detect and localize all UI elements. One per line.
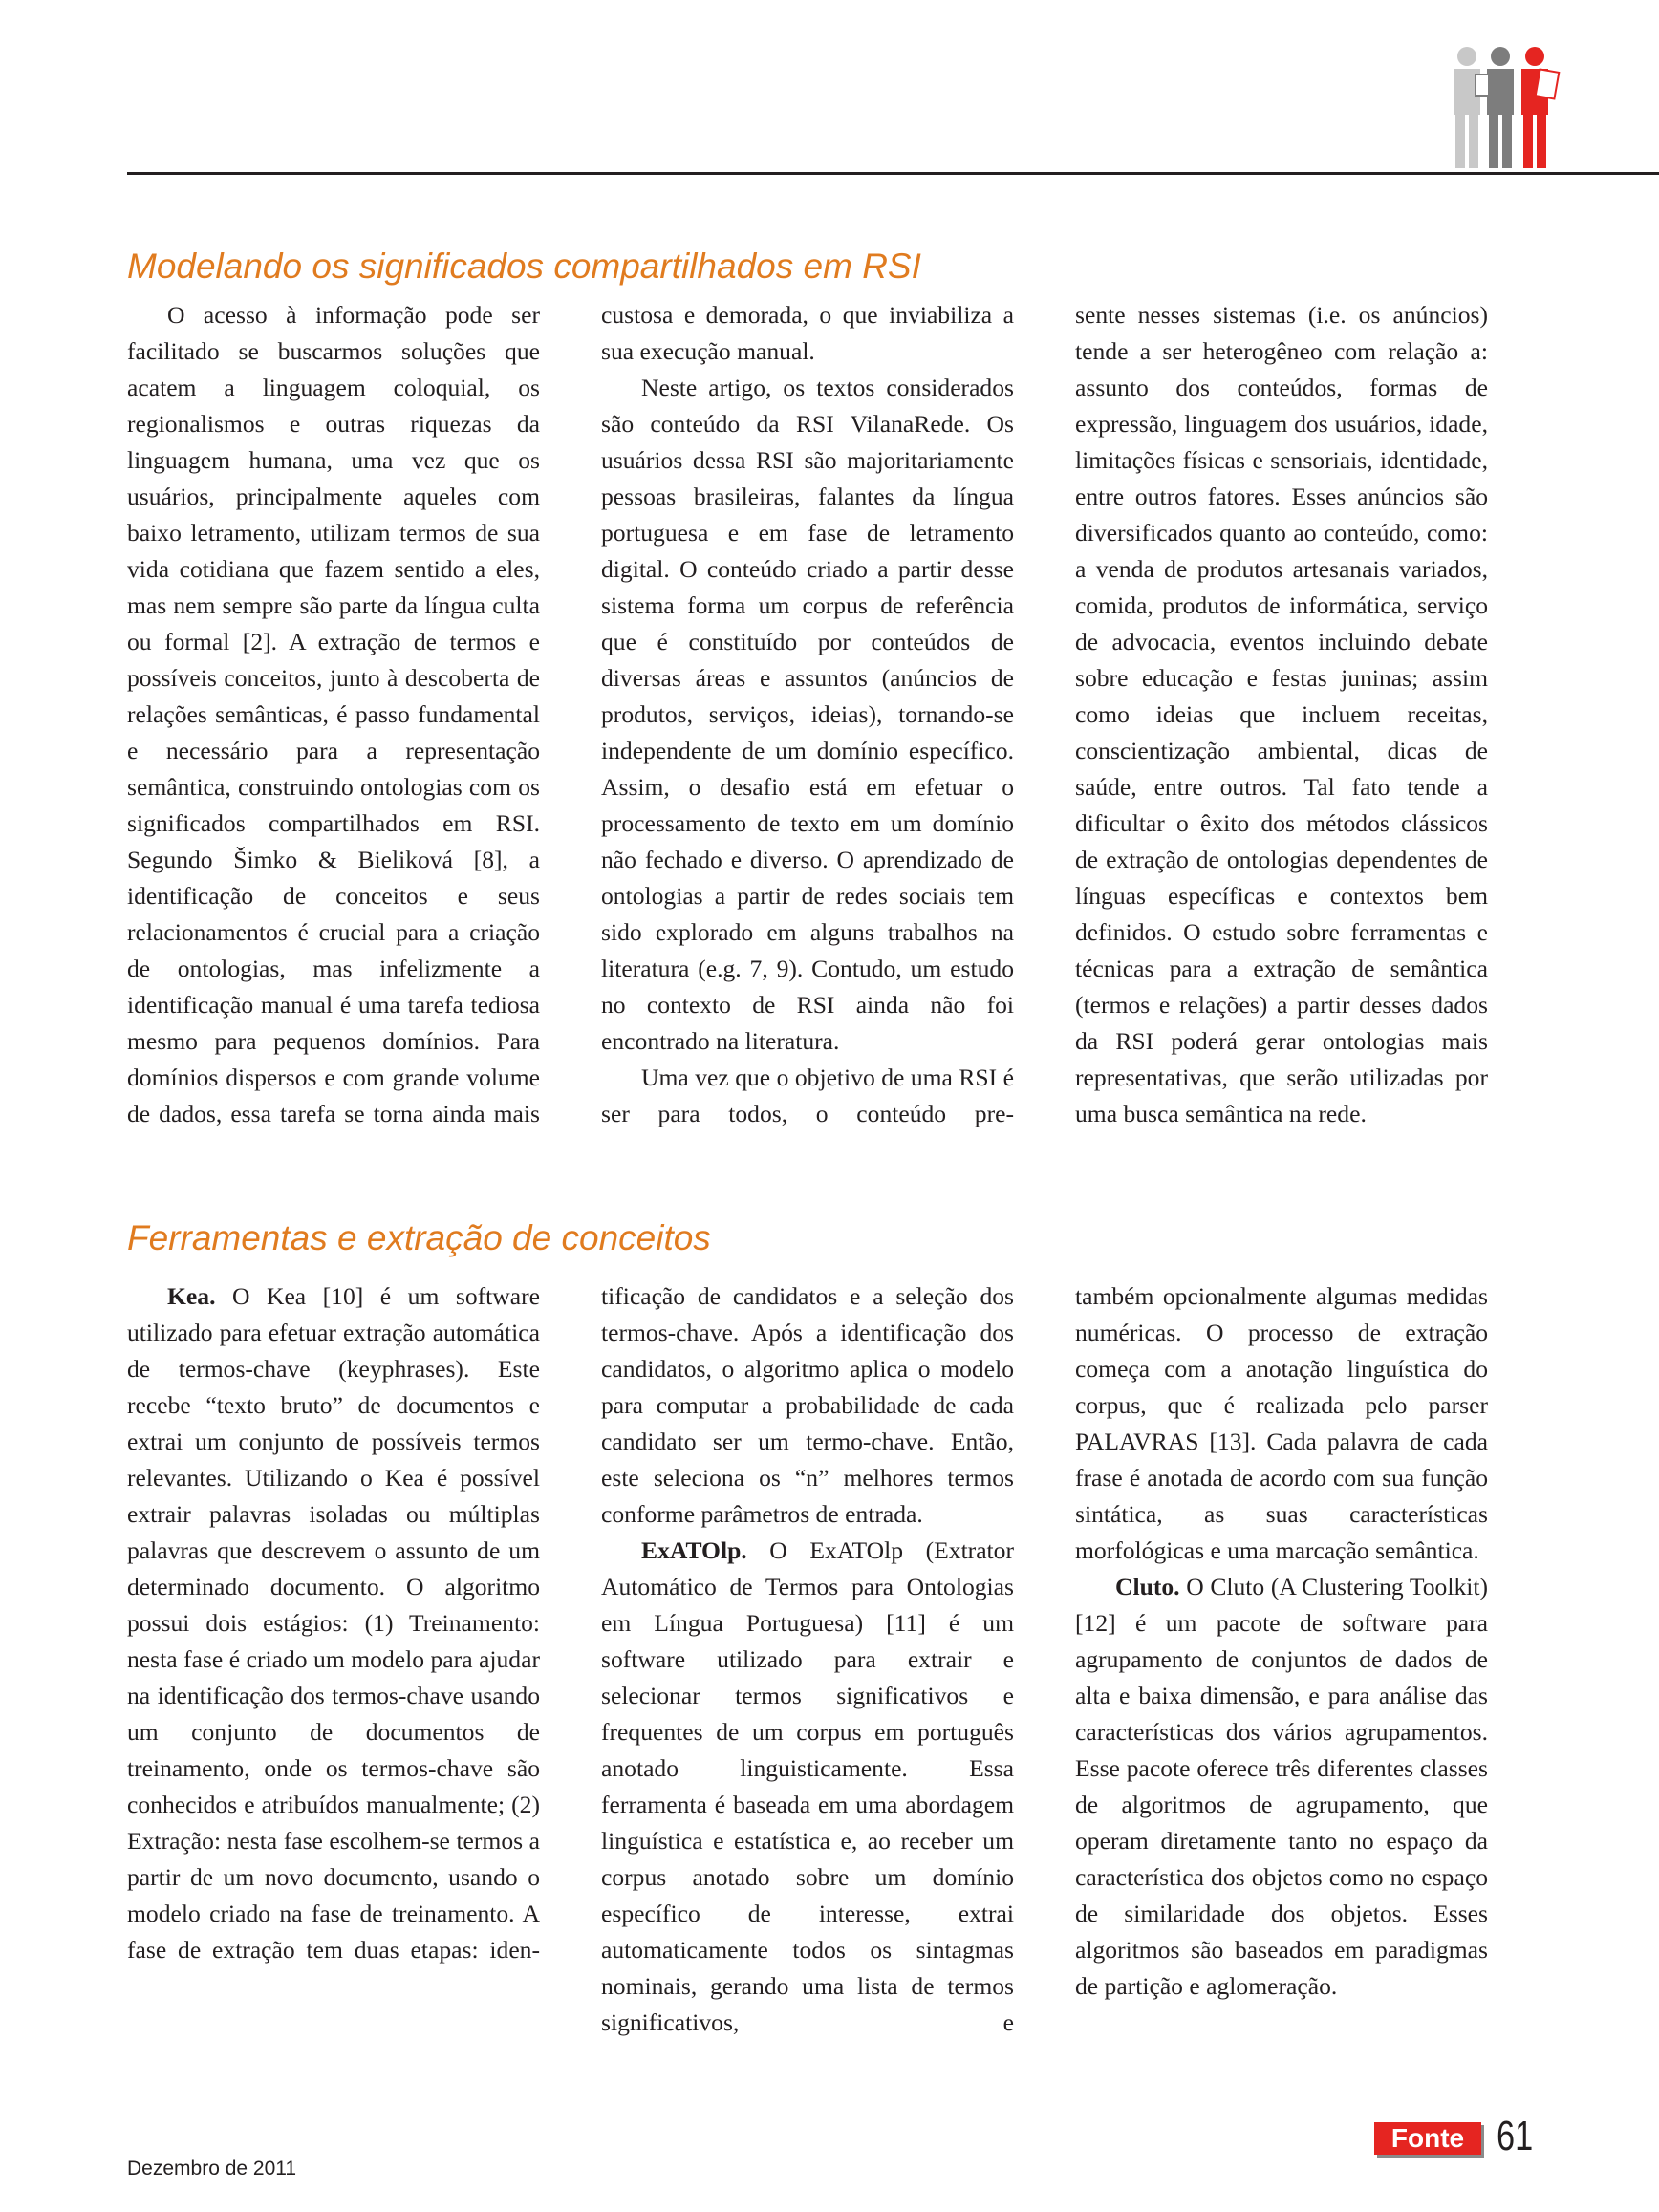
paragraph: Uma vez que o objetivo de uma RSI é ser para todos, o conteúdo pre- <box>601 1063 1014 1127</box>
column-3 <box>1075 297 1488 1132</box>
paragraph: ExATOlp. O ExATOlp (Extrator Automático de Termos para Ontologias em Língua Portuguesa) [11] é um software utilizado para extrair e selecionar termos significativos e frequentes de um corpus em português anotado linguisticamente. Essa ferramenta é baseada em uma abordagem linguística e estatística e, ao receber um corpus anotado sobre um domínio específico de interesse, extrai automaticamente todos os sintagmas nominais, gerando uma lista de termos significativos, e <box>601 1536 1014 2036</box>
three-people-icon <box>1446 46 1589 168</box>
fonte-logo: Fonte <box>1374 2122 1481 2155</box>
paragraph: Cluto. O Cluto (A Clustering Toolkit) [12] é um pacote de software para agrupamento de conjuntos de dados de alta e baixa dimensão, e para análise das características dos vários agrupamentos. Esse pacote oferece três diferentes classes de algoritmos de agrupamento, que operam diretamente tanto no espaço da característica dos objetos como no espaço de similaridade dos objetos. Esses algoritmos são baseados em paradigmas de partição e aglomeração. <box>1075 1573 1488 2000</box>
column-1 <box>127 1278 540 1968</box>
column-2 <box>601 1278 1014 2041</box>
section-heading-ferramentas: Ferramentas e extração de conceitos <box>127 1218 711 1257</box>
footer-date: Dezembro de 2011 <box>127 2158 297 2180</box>
paragraph: tificação de candidatos e a seleção dos termos-chave. Após a identificação dos candidatos, o algoritmo aplica o modelo para computar a probabilidade de cada candidato ser um termo-chave. Então, este seleciona os “n” melhores termos conforme parâmetros de entrada. <box>601 1282 1014 1528</box>
paragraph: Kea. O Kea [10] é um software utilizado para efetuar extração automática de termos-chave (keyphrases). Este recebe “texto bruto” de documentos e extrai um conjunto de possíveis termos relevantes. Utilizando o Kea é possível extrair palavras isoladas ou múltiplas palavras que descrevem o assunto de um determinado documento. O algoritmo possui dois estágios: (1) Treinamento: nesta fase é criado um modelo para ajudar na identificação dos termos-chave usando um conjunto de documentos de treinamento, onde os termos-chave são conhecidos e atribuídos manualmente; (2) Extração: nesta fase escolhem-se termos a partir de um novo documento, usando o modelo criado na fase de treinamento. A fase de extração tem duas etapas: iden- <box>127 1282 540 1964</box>
column-1 <box>127 297 540 1132</box>
paragraph: sente nesses sistemas (i.e. os anúncios) tende a ser heterogêneo com relação a: assunto dos conteúdos, formas de expressão, linguagem dos usuários, idade, limitações físicas e sensoriais, identidade, entre outros fatores. Esses anúncios são diversificados quanto ao conteúdo, como: a venda de produtos artesanais variados, comida, produtos de informática, serviço de advocacia, eventos incluindo debate sobre educação e festas juninas; assim como ideias que incluem receitas, conscientização ambiental, dicas de saúde, entre outros. Tal fato tende a dificultar o êxito dos métodos clássicos de extração de ontologias dependentes de línguas específicas e contextos bem definidos. O estudo sobre ferramentas e técnicas para a extração de semântica (termos e relações) a partir desses dados da RSI poderá gerar ontologias mais representativas, que serão utilizadas por uma busca semântica na rede. <box>1075 301 1488 1127</box>
paragraph: Neste artigo, os textos considerados são conteúdo da RSI VilanaRede. Os usuários dessa RSI são majoritariamente pessoas brasileiras, falantes da língua portuguesa e em fase de letramento digital. O conteúdo criado a partir desse sistema forma um corpus de referência que é constituído por conteúdos de diversas áreas e assuntos (anúncios de produtos, serviços, ideias), tornando-se independente de um domínio específico. Assim, o desafio está em efetuar o processamento de texto em um domínio não fechado e diverso. O aprendizado de ontologias a partir de redes sociais tem sido explorado em alguns trabalhos na literatura (e.g. 7, 9). Contudo, um estudo no contexto de RSI ainda não foi encontrado na literatura. <box>601 374 1014 1055</box>
header-rule <box>127 172 1659 175</box>
paragraph: O acesso à informação pode ser facilitado se buscarmos soluções que acatem a linguagem coloquial, os regionalismos e outras riquezas da linguagem humana, uma vez que os usuários, principalmente aqueles com baixo letramento, utilizam termos de sua vida cotidiana que fazem sentido a eles, mas nem sempre são parte da língua culta ou formal [2]. A extração de termos e possíveis conceitos, junto à descoberta de relações semânticas, é passo fundamental e necessário para a representação semântica, construindo ontologias com os significados compartilhados em RSI. Segundo Šimko & Bieliková [8], a identificação de conceitos e seus relacionamentos é crucial para a criação de ontologias, mas infelizmente a identificação manual é uma tarefa tediosa mesmo para pequenos domínios. Para domínios dispersos e com grande volume de dados, essa tarefa se torna ainda mais <box>127 301 540 1127</box>
paragraph: também opcionalmente algumas medidas numéricas. O processo de extração começa com a anotação linguística do corpus, que é realizada pelo parser PALAVRAS [13]. Cada palavra de cada frase é anotada de acordo com sua função sintática, as suas características morfológicas e uma marcação semântica. <box>1075 1282 1488 1564</box>
column-3 <box>1075 1278 1488 2005</box>
paragraph: custosa e demorada, o que inviabiliza a sua execução manual. <box>601 301 1014 365</box>
column-2 <box>601 297 1014 1132</box>
section-heading-modelando: Modelando os significados compartilhados em RSI <box>127 247 921 286</box>
page-number: 61 <box>1497 2113 1534 2159</box>
